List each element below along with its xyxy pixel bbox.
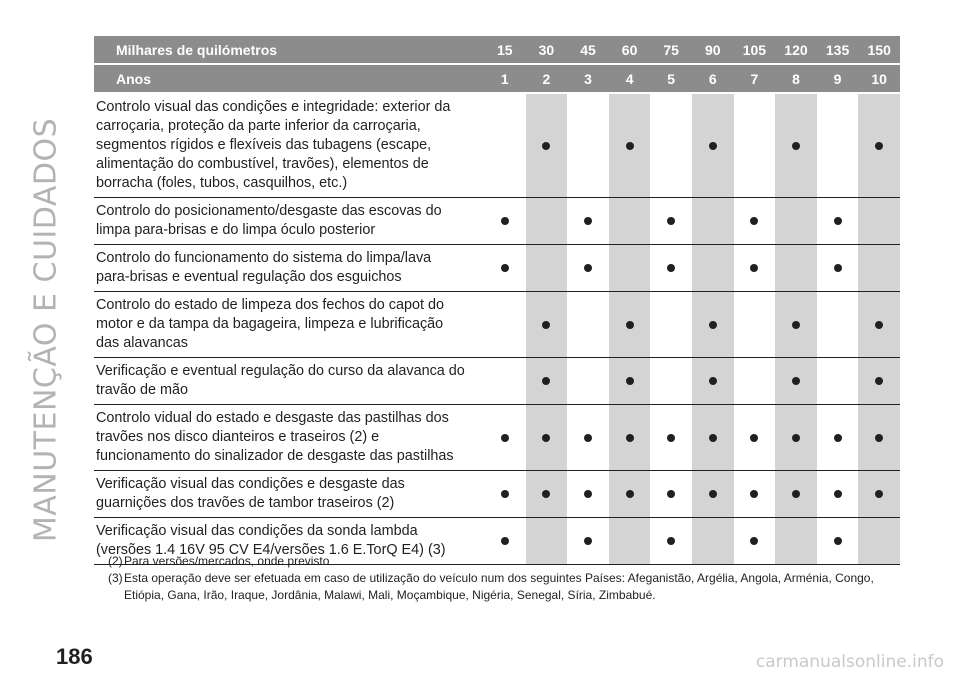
scheduled-dot-icon [834, 217, 842, 225]
description-line: borracha (foles, tubos, casquilhos, etc.) [96, 175, 348, 191]
schedule-cell [692, 405, 734, 471]
schedule-cell [650, 292, 692, 358]
description-line: Controlo vidual do estado e desgaste das pastilhas dos [96, 410, 449, 426]
scheduled-dot-icon [501, 490, 509, 498]
schedule-cell [692, 292, 734, 358]
schedule-cell [609, 405, 651, 471]
schedule-cell [484, 292, 526, 358]
schedule-cell [609, 198, 651, 245]
header-year-9: 10 [858, 64, 900, 93]
scheduled-dot-icon [501, 264, 509, 272]
scheduled-dot-icon [709, 321, 717, 329]
scheduled-dot-icon [750, 217, 758, 225]
schedule-cell [609, 471, 651, 518]
schedule-cell [567, 93, 609, 198]
schedule-cell [692, 471, 734, 518]
header-km-2: 45 [567, 36, 609, 64]
schedule-cell [858, 245, 900, 292]
scheduled-dot-icon [667, 490, 675, 498]
table-row [94, 405, 900, 471]
operation-description [94, 245, 484, 292]
schedule-cell [734, 471, 776, 518]
schedule-cell [650, 245, 692, 292]
operation-description [94, 292, 484, 358]
header-km-3: 60 [609, 36, 651, 64]
operation-description [94, 198, 484, 245]
section-title-vertical: MANUTENÇÃO E CUIDADOS [28, 117, 64, 543]
header-year-7: 8 [775, 64, 817, 93]
scheduled-dot-icon [834, 490, 842, 498]
page-number: 186 [56, 644, 93, 669]
scheduled-dot-icon [709, 377, 717, 385]
schedule-cell [650, 358, 692, 405]
schedule-cell [609, 292, 651, 358]
table-row [94, 292, 900, 358]
scheduled-dot-icon [542, 434, 550, 442]
schedule-cell [567, 358, 609, 405]
scheduled-dot-icon [709, 142, 717, 150]
schedule-cell [692, 245, 734, 292]
footnote-text: Para versões/mercados, onde previsto [124, 554, 330, 568]
schedule-cell [484, 245, 526, 292]
schedule-cell [858, 405, 900, 471]
schedule-cell [484, 198, 526, 245]
footnote-ref: (2) [108, 554, 123, 568]
schedule-cell [650, 471, 692, 518]
description-line: limpa para-brisas e do limpa óculo posterior [96, 222, 376, 238]
scheduled-dot-icon [501, 217, 509, 225]
scheduled-dot-icon [750, 537, 758, 545]
schedule-cell [858, 93, 900, 198]
description-line: alimentação do combustível, travões), elementos de [96, 156, 429, 172]
table-row [94, 198, 900, 245]
schedule-cell [775, 405, 817, 471]
description-line: carroçaria, proteção da parte inferior da carroçaria, [96, 118, 421, 134]
schedule-cell [817, 245, 859, 292]
schedule-cell [775, 198, 817, 245]
schedule-cell [526, 245, 568, 292]
scheduled-dot-icon [584, 490, 592, 498]
schedule-cell [609, 358, 651, 405]
maintenance-schedule-table [94, 36, 900, 565]
schedule-cell [734, 93, 776, 198]
schedule-cell [775, 245, 817, 292]
scheduled-dot-icon [542, 321, 550, 329]
header-km-7: 120 [775, 36, 817, 64]
schedule-cell [775, 471, 817, 518]
watermark: carmanualsonline.info [755, 652, 944, 672]
scheduled-dot-icon [750, 434, 758, 442]
operation-description [94, 471, 484, 518]
schedule-cell [692, 93, 734, 198]
description-line: Controlo do estado de limpeza dos fechos do capot do [96, 297, 445, 313]
scheduled-dot-icon [834, 264, 842, 272]
schedule-cell [858, 471, 900, 518]
scheduled-dot-icon [626, 434, 634, 442]
scheduled-dot-icon [584, 264, 592, 272]
schedule-cell [734, 245, 776, 292]
schedule-cell [817, 471, 859, 518]
scheduled-dot-icon [750, 264, 758, 272]
description-line: travões nos disco dianteiros e traseiros (2) e [96, 429, 380, 445]
schedule-cell [567, 292, 609, 358]
header-year-5: 6 [692, 64, 734, 93]
description-line: das alavancas [96, 335, 189, 351]
scheduled-dot-icon [626, 490, 634, 498]
schedule-cell [734, 405, 776, 471]
scheduled-dot-icon [792, 321, 800, 329]
description-line: Controlo do posicionamento/desgaste das escovas do [96, 203, 442, 219]
schedule-cell [526, 93, 568, 198]
schedule-cell [526, 292, 568, 358]
header-years-label: Anos [94, 64, 484, 93]
table-row [94, 471, 900, 518]
header-year-6: 7 [734, 64, 776, 93]
schedule-cell [484, 471, 526, 518]
scheduled-dot-icon [834, 434, 842, 442]
footnote-ref: (3) [108, 571, 123, 585]
scheduled-dot-icon [875, 142, 883, 150]
schedule-cell [609, 245, 651, 292]
schedule-cell [650, 93, 692, 198]
scheduled-dot-icon [875, 434, 883, 442]
header-year-8: 9 [817, 64, 859, 93]
schedule-cell [775, 93, 817, 198]
scheduled-dot-icon [584, 537, 592, 545]
schedule-cell [775, 358, 817, 405]
schedule-cell [526, 358, 568, 405]
scheduled-dot-icon [834, 537, 842, 545]
header-year-0: 1 [484, 64, 526, 93]
table-row [94, 245, 900, 292]
schedule-cell [650, 405, 692, 471]
header-year-1: 2 [526, 64, 568, 93]
header-km-6: 105 [734, 36, 776, 64]
header-km-1: 30 [526, 36, 568, 64]
schedule-cell [858, 292, 900, 358]
schedule-cell [484, 358, 526, 405]
header-km-4: 75 [650, 36, 692, 64]
description-line: guarnições dos travões de tambor traseiros (2) [96, 495, 395, 511]
scheduled-dot-icon [875, 490, 883, 498]
description-line: Controlo do funcionamento do sistema do limpa/lava [96, 250, 432, 266]
scheduled-dot-icon [501, 537, 509, 545]
description-line: motor e da tampa da bagageira, limpeza e lubrificação [96, 316, 444, 332]
footnote-text: Esta operação deve ser efetuada em caso de utilização do veículo num dos seguintes Países: Afeganistão, Argélia, Angola, Arménia, Congo, Etiópia, Gana, Irão, Iraque, Jordânia, Malawi, Mali, Moçambique, Nigéria, Senegal, Síria, Zimbabué. [124, 571, 874, 602]
footnotes [108, 553, 898, 604]
header-km-9: 150 [858, 36, 900, 64]
schedule-cell [526, 471, 568, 518]
scheduled-dot-icon [584, 217, 592, 225]
schedule-cell [734, 358, 776, 405]
schedule-cell [484, 93, 526, 198]
scheduled-dot-icon [542, 142, 550, 150]
scheduled-dot-icon [792, 142, 800, 150]
schedule-cell [858, 358, 900, 405]
operation-description [94, 93, 484, 198]
scheduled-dot-icon [792, 434, 800, 442]
scheduled-dot-icon [709, 434, 717, 442]
scheduled-dot-icon [667, 217, 675, 225]
scheduled-dot-icon [626, 321, 634, 329]
description-line: funcionamento do sinalizador de desgaste das pastilhas [96, 448, 454, 464]
table-row [94, 358, 900, 405]
description-line: Controlo visual das condições e integridade: exterior da [96, 99, 451, 115]
scheduled-dot-icon [792, 377, 800, 385]
schedule-cell [692, 198, 734, 245]
header-km-label: Milhares de quilómetros [94, 36, 484, 64]
header-year-4: 5 [650, 64, 692, 93]
operation-description [94, 405, 484, 471]
scheduled-dot-icon [875, 321, 883, 329]
scheduled-dot-icon [626, 142, 634, 150]
description-line: travão de mão [96, 382, 188, 398]
scheduled-dot-icon [542, 377, 550, 385]
schedule-cell [567, 471, 609, 518]
scheduled-dot-icon [667, 264, 675, 272]
scheduled-dot-icon [750, 490, 758, 498]
footnote [108, 570, 898, 604]
description-line: para-brisas e eventual regulação dos esguichos [96, 269, 402, 285]
table-row [94, 93, 900, 198]
schedule-cell [817, 405, 859, 471]
schedule-cell [817, 198, 859, 245]
schedule-cell [526, 198, 568, 245]
header-row-km [94, 36, 900, 64]
scheduled-dot-icon [501, 434, 509, 442]
scheduled-dot-icon [542, 490, 550, 498]
schedule-cell [567, 198, 609, 245]
header-km-5: 90 [692, 36, 734, 64]
schedule-cell [775, 292, 817, 358]
schedule-cell [817, 292, 859, 358]
schedule-cell [734, 198, 776, 245]
header-km-0: 15 [484, 36, 526, 64]
schedule-cell [858, 198, 900, 245]
schedule-cell [484, 405, 526, 471]
schedule-cell [692, 358, 734, 405]
scheduled-dot-icon [709, 490, 717, 498]
schedule-cell [567, 405, 609, 471]
schedule-cell [609, 93, 651, 198]
description-line: Verificação visual das condições da sonda lambda [96, 523, 418, 539]
scheduled-dot-icon [667, 434, 675, 442]
schedule-cell [817, 358, 859, 405]
header-km-8: 135 [817, 36, 859, 64]
header-year-2: 3 [567, 64, 609, 93]
schedule-cell [734, 292, 776, 358]
description-line: segmentos rígidos e flexíveis das tubagens (escape, [96, 137, 432, 153]
scheduled-dot-icon [875, 377, 883, 385]
description-line: Verificação e eventual regulação do curso da alavanca do [96, 363, 465, 379]
schedule-cell [817, 93, 859, 198]
footnote [108, 553, 898, 570]
scheduled-dot-icon [584, 434, 592, 442]
header-year-3: 4 [609, 64, 651, 93]
scheduled-dot-icon [667, 537, 675, 545]
table-body [94, 93, 900, 565]
description-line: (versões 1.4 16V 95 CV E4/versões 1.6 E.TorQ E4) (3) [96, 542, 446, 558]
header-row-years [94, 64, 900, 93]
scheduled-dot-icon [626, 377, 634, 385]
scheduled-dot-icon [792, 490, 800, 498]
schedule-cell [650, 198, 692, 245]
schedule-cell [567, 245, 609, 292]
description-line: Verificação visual das condições e desgaste das [96, 476, 405, 492]
schedule-cell [526, 405, 568, 471]
operation-description [94, 358, 484, 405]
